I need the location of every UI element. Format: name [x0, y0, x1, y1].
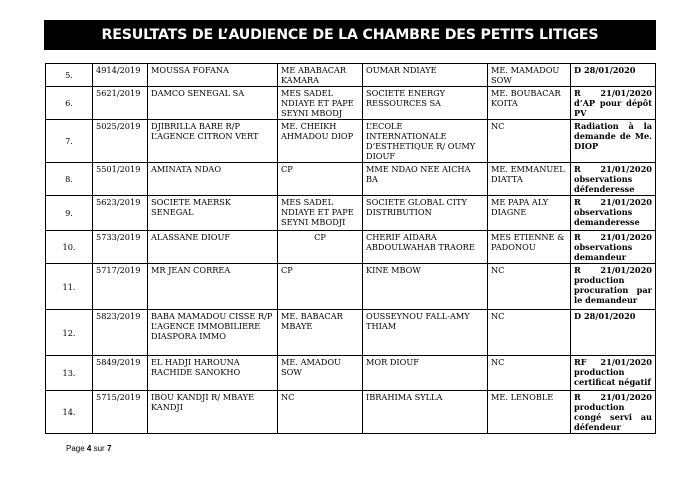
page-sep: sur — [93, 444, 105, 453]
plaintiff-counsel: ME. CHEIKH AHMADOU DIOP — [278, 120, 363, 163]
plaintiff-counsel: MES SADEL NDIAYE ET PAPE SEYNI MBODJ — [278, 87, 363, 120]
defendant-name: OUMAR NDIAYE — [363, 64, 488, 87]
hearing-result: R 21/01/2020 production procuration par le demandeur — [571, 264, 656, 310]
case-reference: 5717/2019 — [93, 264, 148, 310]
plaintiff-counsel: ME. BABACAR MBAYE — [278, 310, 363, 356]
defendant-name: L’ECOLE INTERNATIONALE D’ESTHETIQUE R/ OUMY DIOUF — [363, 120, 488, 163]
hearing-result: R 21/01/2020 observations demanderesse — [571, 196, 656, 231]
defendant-counsel: ME. MAMADOU SOW — [488, 64, 571, 87]
defendant-name: MME NDAO NEE AICHA BA — [363, 163, 488, 196]
row-number: 10. — [46, 231, 93, 264]
table-row — [46, 310, 656, 356]
plaintiff-name: BABA MAMADOU CISSE R/P L’AGENCE IMMOBILIERE DIASPORA IMMO — [148, 310, 278, 356]
defendant-name: OUSSEYNOU FALL-AMY THIAM — [363, 310, 488, 356]
defendant-counsel: NC — [488, 356, 571, 391]
case-reference: 4914/2019 — [93, 64, 148, 87]
defendant-name: MOR DIOUF — [363, 356, 488, 391]
plaintiff-counsel: MES SADEL NDIAYE ET PAPE SEYNI MBODJI — [278, 196, 363, 231]
page-title: RESULTATS DE L’AUDIENCE DE LA CHAMBRE DES PETITS LITIGES — [44, 20, 656, 50]
defendant-counsel: ME. EMMANUEL DIATTA — [488, 163, 571, 196]
case-reference: 5823/2019 — [93, 310, 148, 356]
row-number: 13. — [46, 356, 93, 391]
plaintiff-name: MOUSSA FOFANA — [148, 64, 278, 87]
case-reference: 5733/2019 — [93, 231, 148, 264]
plaintiff-counsel: NC — [278, 391, 363, 434]
table-row — [46, 196, 656, 231]
defendant-counsel: ME. LENOBLE — [488, 391, 571, 434]
plaintiff-counsel: ME ABABACAR KAMARA — [278, 64, 363, 87]
plaintiff-counsel: CP — [278, 231, 363, 264]
case-reference: 5715/2019 — [93, 391, 148, 434]
hearing-result: D 28/01/2020 — [571, 310, 656, 356]
defendant-name: SOCIETE ENERGY RESSOURCES SA — [363, 87, 488, 120]
hearing-result: R 21/01/2020 observations défenderesse — [571, 163, 656, 196]
defendant-counsel: NC — [488, 264, 571, 310]
table-row — [46, 356, 656, 391]
hearing-result: R 21/01/2020 observations demandeur — [571, 231, 656, 264]
table-row — [46, 231, 656, 264]
case-reference: 5501/2019 — [93, 163, 148, 196]
hearing-result: R 21/01/2020 d’AP pour dépôt PV — [571, 87, 656, 120]
plaintiff-name: EL HADJI HAROUNA RACHIDE SANOKHO — [148, 356, 278, 391]
hearing-result: Radiation à la demande de Me. DIOP — [571, 120, 656, 163]
row-number: 11. — [46, 264, 93, 310]
plaintiff-name: DJIBRILLA BARE R/P L’AGENCE CITRON VERT — [148, 120, 278, 163]
table-row — [46, 391, 656, 434]
results-table — [45, 63, 656, 434]
row-number: 5. — [46, 64, 93, 87]
defendant-counsel: MES ETIENNE & PADONOU — [488, 231, 571, 264]
table-row — [46, 163, 656, 196]
table-row — [46, 87, 656, 120]
defendant-name: IBRAHIMA SYLLA — [363, 391, 488, 434]
plaintiff-name: DAMCO SENEGAL SA — [148, 87, 278, 120]
row-number: 14. — [46, 391, 93, 434]
page-total: 7 — [106, 444, 112, 453]
page-footer — [66, 444, 111, 453]
table-row — [46, 64, 656, 87]
plaintiff-counsel: ME. AMADOU SOW — [278, 356, 363, 391]
plaintiff-name: ALASSANE DIOUF — [148, 231, 278, 264]
table-row — [46, 120, 656, 163]
defendant-counsel: NC — [488, 310, 571, 356]
hearing-result: RF 21/01/2020 production certificat négatif — [571, 356, 656, 391]
row-number: 6. — [46, 87, 93, 120]
defendant-name: KINE MBOW — [363, 264, 488, 310]
defendant-name: CHERIF AIDARA ABDOULWAHAB TRAORE — [363, 231, 488, 264]
plaintiff-name: IBOU KANDJI R/ MBAYE KANDJI — [148, 391, 278, 434]
case-reference: 5621/2019 — [93, 87, 148, 120]
row-number: 7. — [46, 120, 93, 163]
hearing-result: D 28/01/2020 — [571, 64, 656, 87]
plaintiff-name: MR JEAN CORREA — [148, 264, 278, 310]
plaintiff-name: AMINATA NDAO — [148, 163, 278, 196]
defendant-name: SOCIETE GLOBAL CITY DISTRIBUTION — [363, 196, 488, 231]
table-row — [46, 264, 656, 310]
plaintiff-counsel: CP — [278, 264, 363, 310]
defendant-counsel: ME. BOUBACAR KOITA — [488, 87, 571, 120]
plaintiff-counsel: CP — [278, 163, 363, 196]
row-number: 12. — [46, 310, 93, 356]
defendant-counsel: ME PAPA ALY DIAGNE — [488, 196, 571, 231]
row-number: 9. — [46, 196, 93, 231]
row-number: 8. — [46, 163, 93, 196]
page-label: Page — [66, 444, 85, 453]
hearing-result: R 21/01/2020 production congé servi au défendeur — [571, 391, 656, 434]
plaintiff-name: SOCIETE MAERSK SENEGAL — [148, 196, 278, 231]
case-reference: 5849/2019 — [93, 356, 148, 391]
defendant-counsel: NC — [488, 120, 571, 163]
case-reference: 5025/2019 — [93, 120, 148, 163]
page-current: 4 — [86, 444, 92, 453]
case-reference: 5623/2019 — [93, 196, 148, 231]
